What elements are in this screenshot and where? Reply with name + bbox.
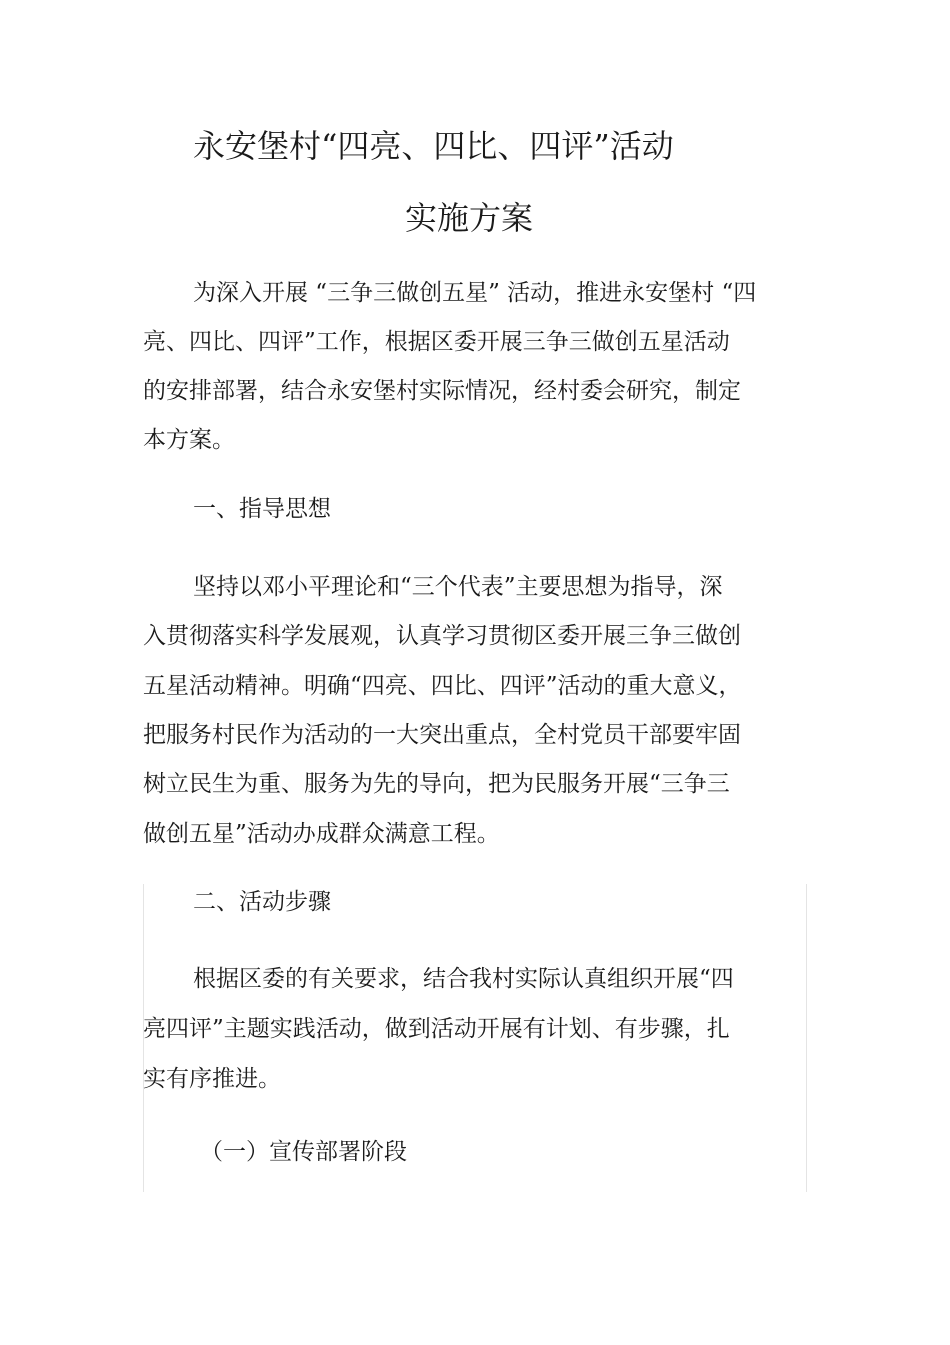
section1-line-2: 入贯彻落实科学发展观，认真学习贯彻区委开展三争三做创 xyxy=(143,623,741,649)
section-heading-activity-steps: 二、活动步骤 xyxy=(193,889,331,915)
section-heading-guiding-thought: 一、指导思想 xyxy=(193,496,331,522)
section1-line-4: 把服务村民作为活动的一大突出重点，全村党员干部要牢固 xyxy=(143,722,741,748)
section1-line-6: 做创五星”活动办成群众满意工程。 xyxy=(143,821,500,847)
intro-line-1: 为深入开展 “三争三做创五星” 活动，推进永安堡村 “四 xyxy=(193,280,757,306)
section1-line-3: 五星活动精神。明确“四亮、四比、四评”活动的重大意义， xyxy=(143,673,742,699)
section1-line-1: 坚持以邓小平理论和“三个代表”主要思想为指导，深 xyxy=(193,574,723,600)
frame-border-right xyxy=(806,884,807,1192)
section2-line-1: 根据区委的有关要求，结合我村实际认真组织开展“四 xyxy=(193,966,734,992)
section1-line-5: 树立民生为重、服务为先的导向，把为民服务开展“三争三 xyxy=(143,771,730,797)
section2-line-2: 亮四评”主题实践活动，做到活动开展有计划、有步骤，扎 xyxy=(143,1016,730,1042)
document-title-line-1: 永安堡村“四亮、四比、四评”活动 xyxy=(193,127,674,165)
intro-line-4: 本方案。 xyxy=(143,427,235,453)
document-title-line-2: 实施方案 xyxy=(405,199,534,237)
section2-line-3: 实有序推进。 xyxy=(143,1066,281,1092)
intro-line-3: 的安排部署，结合永安堡村实际情况，经村委会研究，制定 xyxy=(143,378,741,404)
sub-heading-publicity-stage: （一）宣传部署阶段 xyxy=(200,1139,407,1165)
intro-line-2: 亮、四比、四评”工作，根据区委开展三争三做创五星活动 xyxy=(143,329,730,355)
